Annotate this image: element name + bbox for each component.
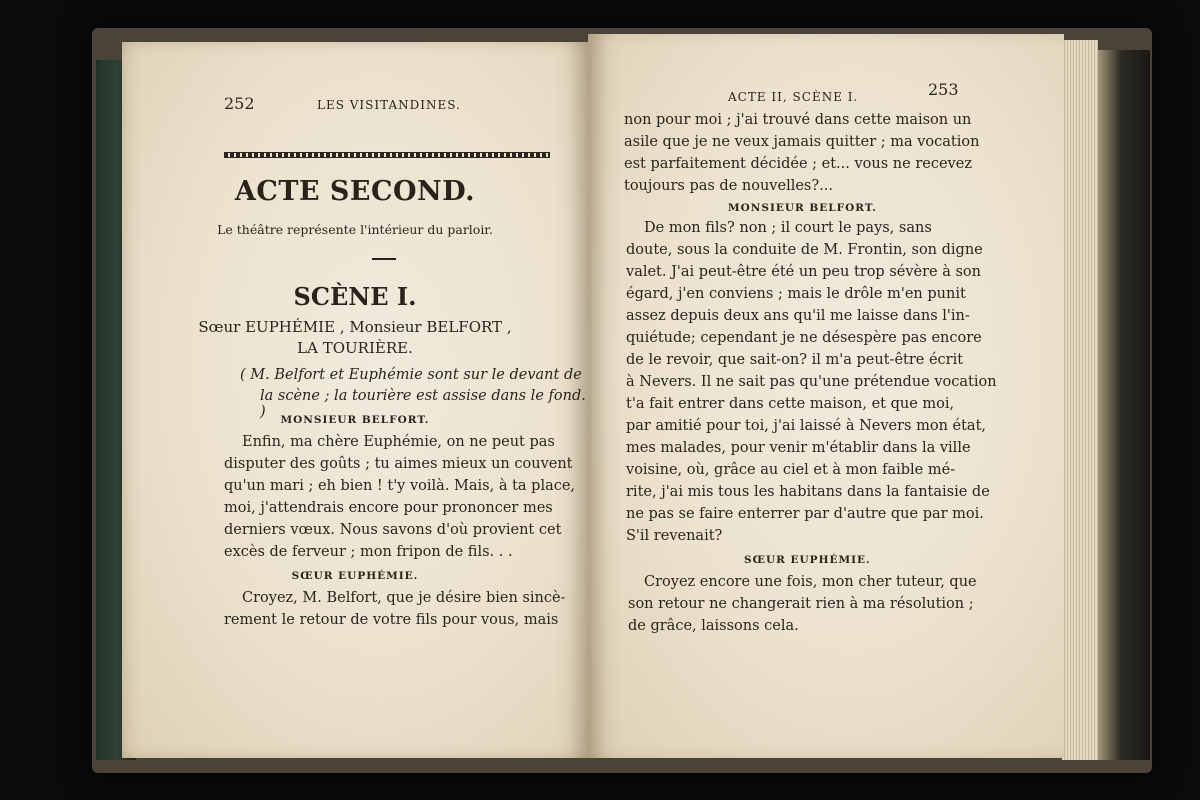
text-line: Enfin, ma chère Euphémie, on ne peut pas — [242, 434, 555, 450]
text-line: rite, j'ai mis tous les habitans dans la fantaisie de — [626, 484, 990, 500]
text-line: t'a fait entrer dans cette maison, et que moi, — [626, 396, 955, 412]
text-line: rement le retour de votre fils pour vous, mais — [224, 612, 559, 628]
text-line: est parfaitement décidée ; et... vous ne recevez — [624, 156, 972, 172]
text-line: son retour ne changerait rien à ma résolution ; — [628, 596, 974, 612]
setting-description: Le théâtre représente l'intérieur du parloir. — [217, 222, 493, 237]
text-line: de le revoir, que sait-on? il m'a peut-être écrit — [626, 352, 964, 368]
text-line: mes malades, pour venir m'établir dans la ville — [626, 440, 971, 456]
left-page — [122, 42, 588, 758]
text-line: derniers vœux. Nous savons d'où provient cet — [224, 522, 562, 538]
text-line: disputer des goûts ; tu aimes mieux un couvent — [224, 456, 573, 472]
text-line: valet. J'ai peut-être été un peu trop sévère à son — [626, 264, 982, 280]
text-line: égard, j'en conviens ; mais le drôle m'en punit — [626, 286, 966, 302]
speaker-label: SŒUR EUPHÉMIE. — [291, 570, 419, 582]
characters-line-2: LA TOURIÈRE. — [297, 339, 413, 357]
text-line: assez depuis deux ans qu'il me laisse dans l'in- — [626, 308, 970, 324]
stage-direction-line: la scène ; la tourière est assise dans le fond. ) — [260, 388, 586, 420]
text-line: à Nevers. Il ne sait pas qu'une prétendue vocation — [626, 374, 997, 390]
running-head: ACTE II, SCÈNE I. — [728, 90, 859, 104]
speaker-label: SŒUR EUPHÉMIE. — [744, 554, 871, 566]
act-title: ACTE SECOND. — [234, 176, 476, 207]
text-line: quiétude; cependant je ne désespère pas encore — [626, 330, 982, 346]
speaker-label: MONSIEUR BELFORT. — [280, 414, 430, 426]
text-line: S'il revenait? — [626, 528, 723, 544]
text-line: par amitié pour toi, j'ai laissé à Nevers mon état, — [626, 418, 987, 434]
page-stack — [1062, 40, 1098, 760]
stage-direction-line: ( M. Belfort et Euphémie sont sur le devant de — [240, 367, 582, 383]
text-line: toujours pas de nouvelles?... — [624, 178, 833, 194]
page-number: 252 — [224, 94, 255, 113]
text-line: Croyez, M. Belfort, que je désire bien sincè- — [242, 590, 566, 606]
speaker-label: MONSIEUR BELFORT. — [728, 202, 877, 214]
text-line: ne pas se faire enterrer par d'autre que par moi. — [626, 506, 984, 522]
ornamental-rule — [224, 152, 550, 158]
text-line: excès de ferveur ; mon fripon de fils. . . — [224, 544, 513, 560]
characters-line-1: Sœur EUPHÉMIE , Monsieur BELFORT , — [198, 318, 512, 336]
running-head: LES VISITANDINES. — [317, 98, 461, 112]
text-line: asile que je ne veux jamais quitter ; ma vocation — [624, 134, 980, 150]
text-line: non pour moi ; j'ai trouvé dans cette maison un — [624, 112, 972, 128]
text-line: De mon fils? non ; il court le pays, sans — [644, 220, 932, 236]
short-rule — [372, 258, 396, 260]
page-number: 253 — [928, 80, 959, 99]
text-line: de grâce, laissons cela. — [628, 618, 799, 634]
scene-title: SCÈNE I. — [293, 282, 417, 311]
text-line: Croyez encore une fois, mon cher tuteur, que — [644, 574, 977, 590]
text-line: moi, j'attendrais encore pour prononcer mes — [224, 500, 553, 516]
text-line: doute, sous la conduite de M. Frontin, son digne — [626, 242, 983, 258]
text-line: qu'un mari ; eh bien ! t'y voilà. Mais, à ta place, — [224, 478, 576, 494]
text-line: voisine, où, grâce au ciel et à mon faible mé- — [626, 462, 956, 478]
right-page — [588, 34, 1064, 758]
